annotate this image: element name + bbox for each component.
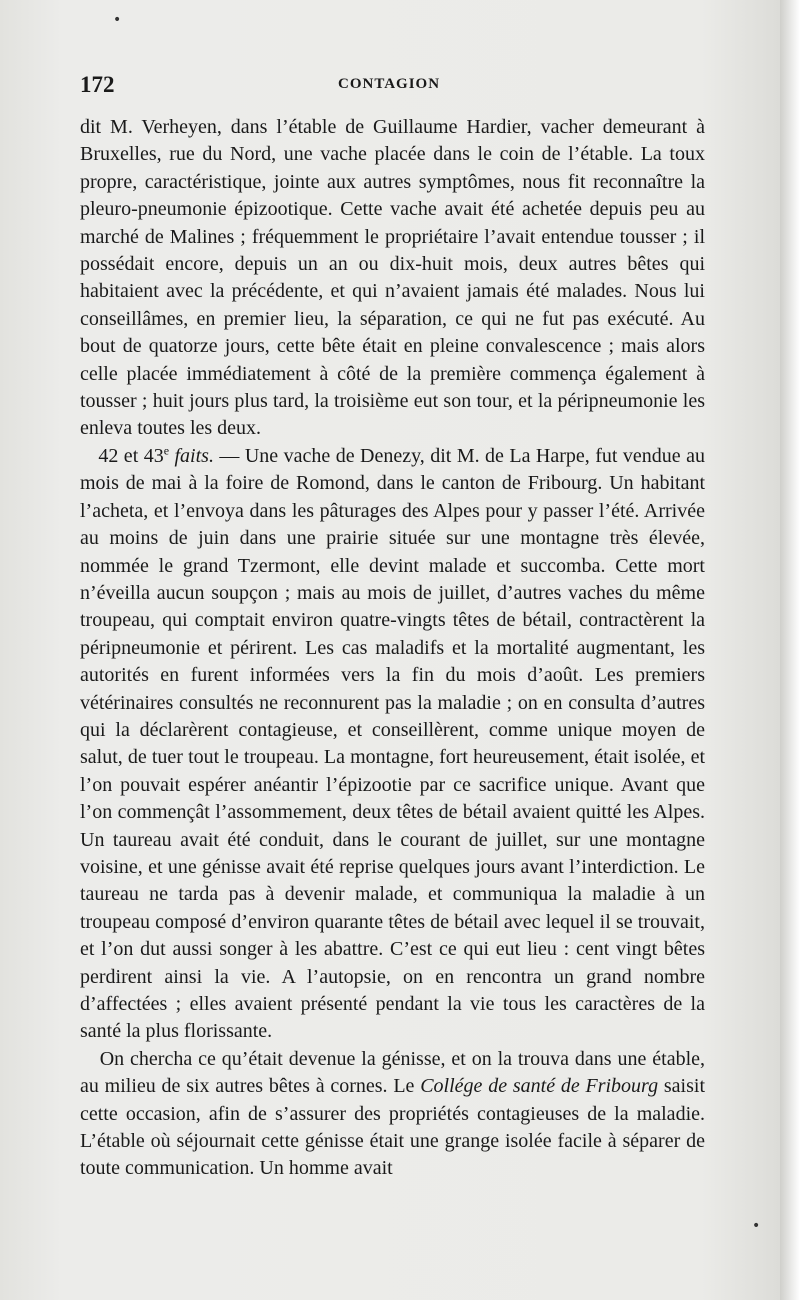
paragraph-2 [80, 443, 705, 1046]
ink-speck: • [113, 12, 122, 28]
paragraph-2-text: — Une vache de Denezy, dit M. de La Harpe, fut vendue au mois de mai à la foire de Romond, dans le canton de Fribourg. Un habitant l’acheta, et l’envoya dans les pâturages des Alpes pour y passer l’été. Arrivée au moins de juin dans une prairie située sur une montagne très élevée, nommée le grand Tzermont, elle devint malade et succomba. Cette mort n’éveilla aucun soupçon ; mais au mois de juillet, d’autres vaches du même troupeau, qui comptait environ quatre-vingts têtes de bétail, contractèrent la péripneumonie et périrent. Les cas maladifs et la mortalité augmentant, les autorités en furent informées vers la fin du mois d’août. Les premiers vétérinaires consultés ne reconnurent pas la maladie ; on en consulta d’autres qui la déclarèrent contagieuse, et conseillèrent, comme unique moyen de salut, de tuer tout le troupeau. La montagne, fort heureusement, était isolée, et l’on pouvait espérer anéantir l’épizootie par ce sacrifice unique. Avant que l’on commençât l’assommement, deux têtes de bétail avaient quitté les Alpes. Un taureau avait été conduit, dans le courant de juillet, sur une montagne voisine, et une génisse avait été reprise quelques jours avant l’interdiction. Le taureau ne tarda pas à devenir malade, et communiqua la maladie à un troupeau composé d’environ quarante têtes de bétail avec lequel il se trouvait, et l’on dut aussi songer à les abattre. C’est ce qui eut lieu : cent vingt bêtes perdirent ainsi la vie. A l’autopsie, on en rencontra un grand nombre d’affectées ; elles avaient présenté pendant la vie tous les caractères de la santé la plus florissante. [80, 444, 705, 1043]
running-head: CONTAGION [338, 76, 441, 92]
body-text [80, 114, 705, 1183]
paragraph-2-lead: 42 et 43 [98, 444, 164, 467]
ink-speck: • [752, 1218, 761, 1234]
paragraph-2-lead-italic: faits. [174, 444, 214, 467]
page-edge-shadow [780, 0, 800, 1300]
paragraph-3-text-after: saisit cette occasion, afin de s’assurer des propriétés contagieuses de la maladie. L’étable où séjournait cette génisse était une grange isolée facile à séparer de toute communication. Un homme avait [80, 1075, 705, 1180]
paragraph-1-text: dit M. Verheyen, dans l’étable de Guillaume Hardier, vacher demeurant à Bruxelles, rue du Nord, une vache placée dans le coin de l’étable. La toux propre, caractéristique, jointe aux autres symptômes, nous fit reconnaître la pleuro-pneumonie épizootique. Cette vache avait été achetée depuis peu au marché de Malines ; fréquemment le propriétaire l’avait entendue tousser ; il possédait encore, depuis un an ou dix-huit mois, deux autres bêtes qui habitaient avec la précédente, et qui n’avaient jamais été malades. Nous lui conseillâmes, en premier lieu, la séparation, ce qui ne fut pas exécuté. Au bout de quatorze jours, cette bête était en pleine convalescence ; mais alors celle placée immédiatement à côté de la première commença également à tousser ; huit jours plus tard, la troisième eut son tour, et la péripneumonie les enleva toutes les deux. [80, 116, 705, 440]
paragraph-3-text: On chercha ce qu’était devenue la génisse, et on la trouva dans une étable, au milieu de six autres bêtes à cornes. Le [80, 1047, 706, 1098]
paragraph-1 [80, 114, 705, 443]
page-number: 172 [80, 72, 115, 97]
paragraph-3 [80, 1046, 705, 1183]
paragraph-3-italic: Collége de santé de Fribourg [420, 1075, 659, 1098]
paragraph-2-lead-sup: e [163, 443, 170, 458]
page-header [80, 72, 705, 102]
